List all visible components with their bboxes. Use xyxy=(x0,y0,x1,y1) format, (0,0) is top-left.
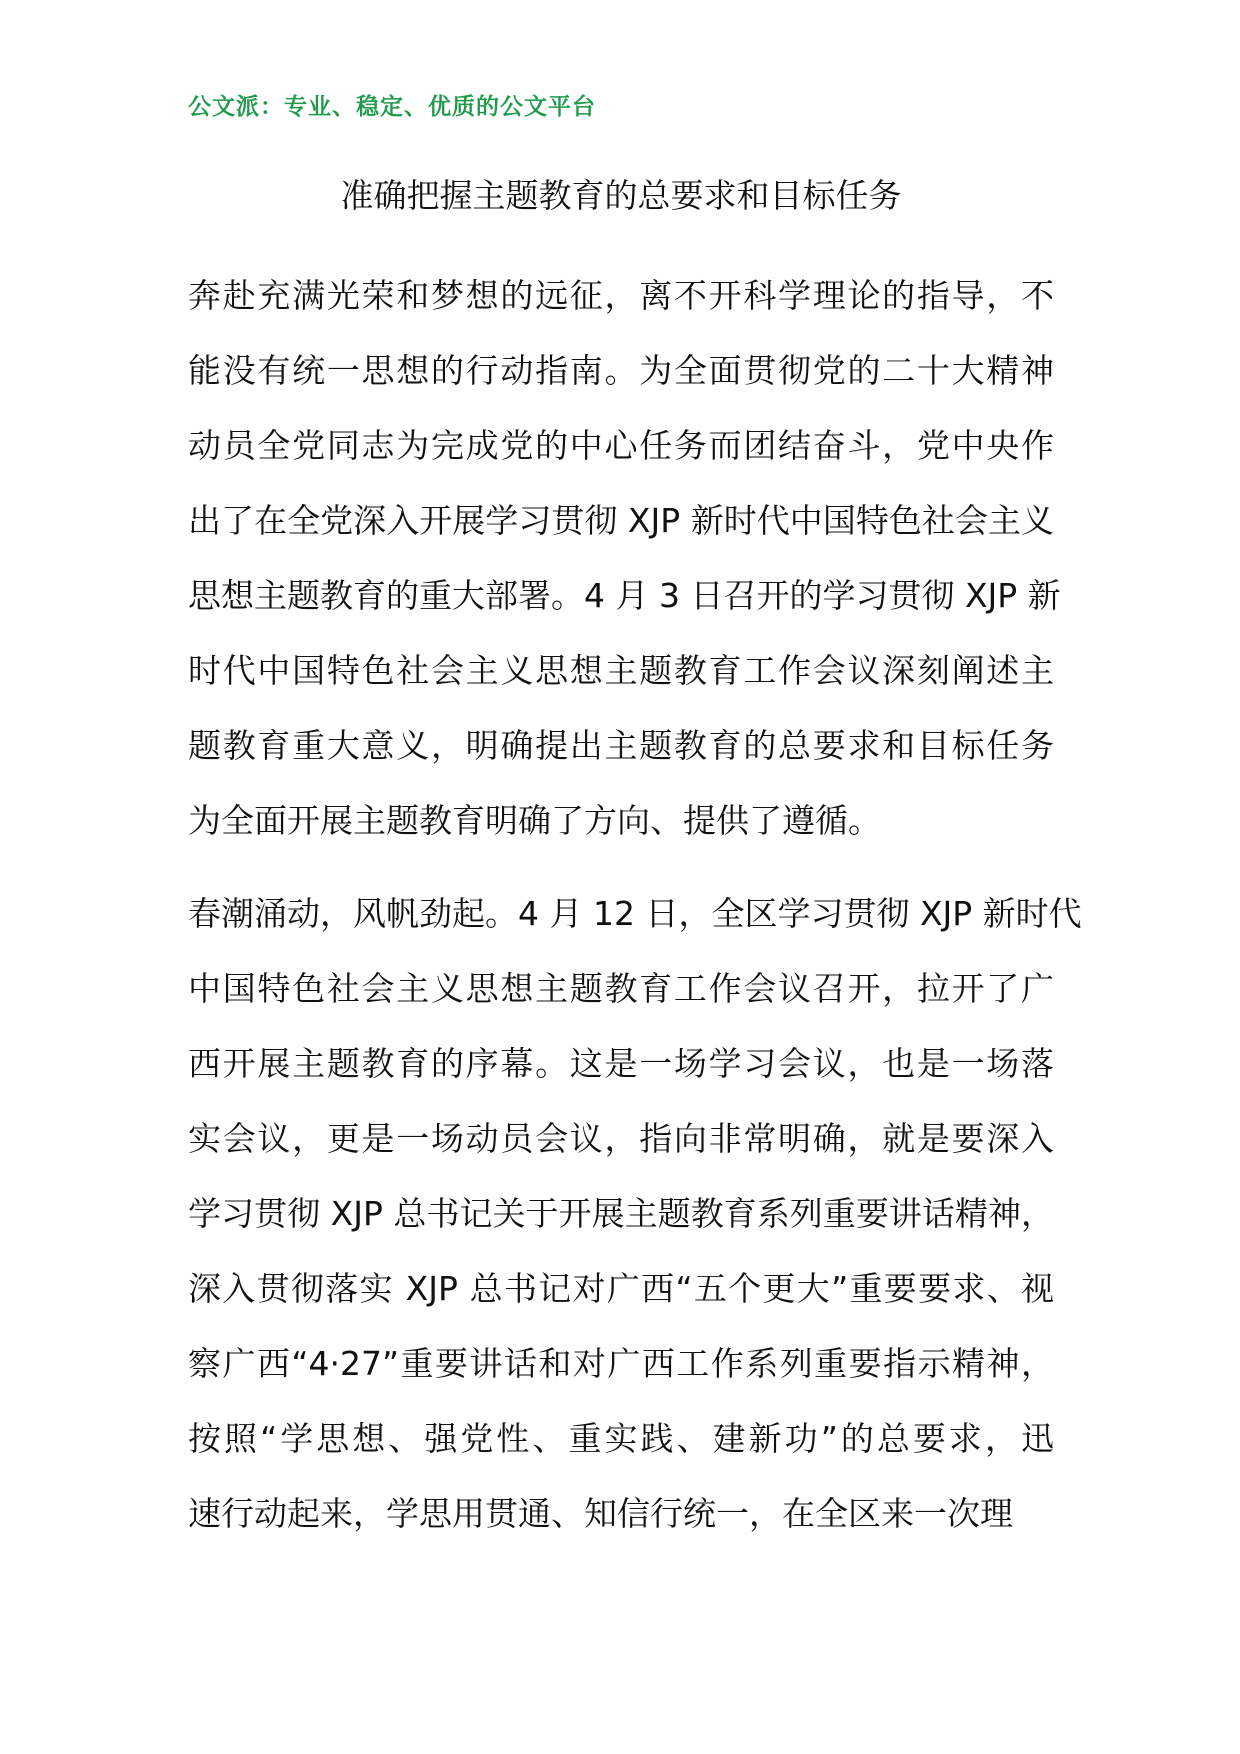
paragraph-line: 按照“学思想、强党性、重实践、建新功”的总要求，迅 xyxy=(188,1419,1054,1458)
paragraph-line: 学习贯彻 XJP 总书记关于开展主题教育系列重要讲话精神， xyxy=(188,1194,1054,1233)
paragraph-line: 奔赴充满光荣和梦想的远征，离不开科学理论的指导，不 xyxy=(188,276,1054,315)
paragraph-line: 出了在全党深入开展学习贯彻 XJP 新时代中国特色社会主义 xyxy=(188,501,1054,540)
paragraph-line: 春潮涌动，风帆劲起。4 月 12 日，全区学习贯彻 XJP 新时代 xyxy=(188,894,1082,933)
paragraph-line: 中国特色社会主义思想主题教育工作会议召开，拉开了广 xyxy=(188,969,1054,1008)
paragraph-line: 思想主题教育的重大部署。4 月 3 日召开的学习贯彻 XJP 新 xyxy=(188,576,1061,615)
paragraph-line: 为全面开展主题教育明确了方向、提供了遵循。 xyxy=(188,801,881,840)
paragraph-2 xyxy=(188,876,1082,1551)
site-tagline: 公文派：专业、稳定、优质的公文平台 xyxy=(188,94,596,120)
document-body xyxy=(188,258,1082,1569)
paragraph-line: 题教育重大意义，明确提出主题教育的总要求和目标任务 xyxy=(188,726,1054,765)
paragraph-line: 实会议，更是一场动员会议，指向非常明确，就是要深入 xyxy=(188,1119,1054,1158)
paragraph-line: 速行动起来，学思用贯通、知信行统一，在全区来一次理 xyxy=(188,1494,1013,1533)
paragraph-line: 动员全党同志为完成党的中心任务而团结奋斗，党中央作 xyxy=(188,426,1054,465)
paragraph-1 xyxy=(188,258,1061,858)
document-title: 准确把握主题教育的总要求和目标任务 xyxy=(340,176,902,215)
paragraph-line: 时代中国特色社会主义思想主题教育工作会议深刻阐述主 xyxy=(188,651,1054,690)
paragraph-line: 深入贯彻落实 XJP 总书记对广西“五个更大”重要要求、视 xyxy=(188,1269,1054,1308)
paragraph-line: 西开展主题教育的序幕。这是一场学习会议，也是一场落 xyxy=(188,1044,1054,1083)
paragraph-line: 能没有统一思想的行动指南。为全面贯彻党的二十大精神 xyxy=(188,351,1054,390)
paragraph-line: 察广西“4·27”重要讲话和对广西工作系列重要指示精神， xyxy=(188,1344,1054,1383)
